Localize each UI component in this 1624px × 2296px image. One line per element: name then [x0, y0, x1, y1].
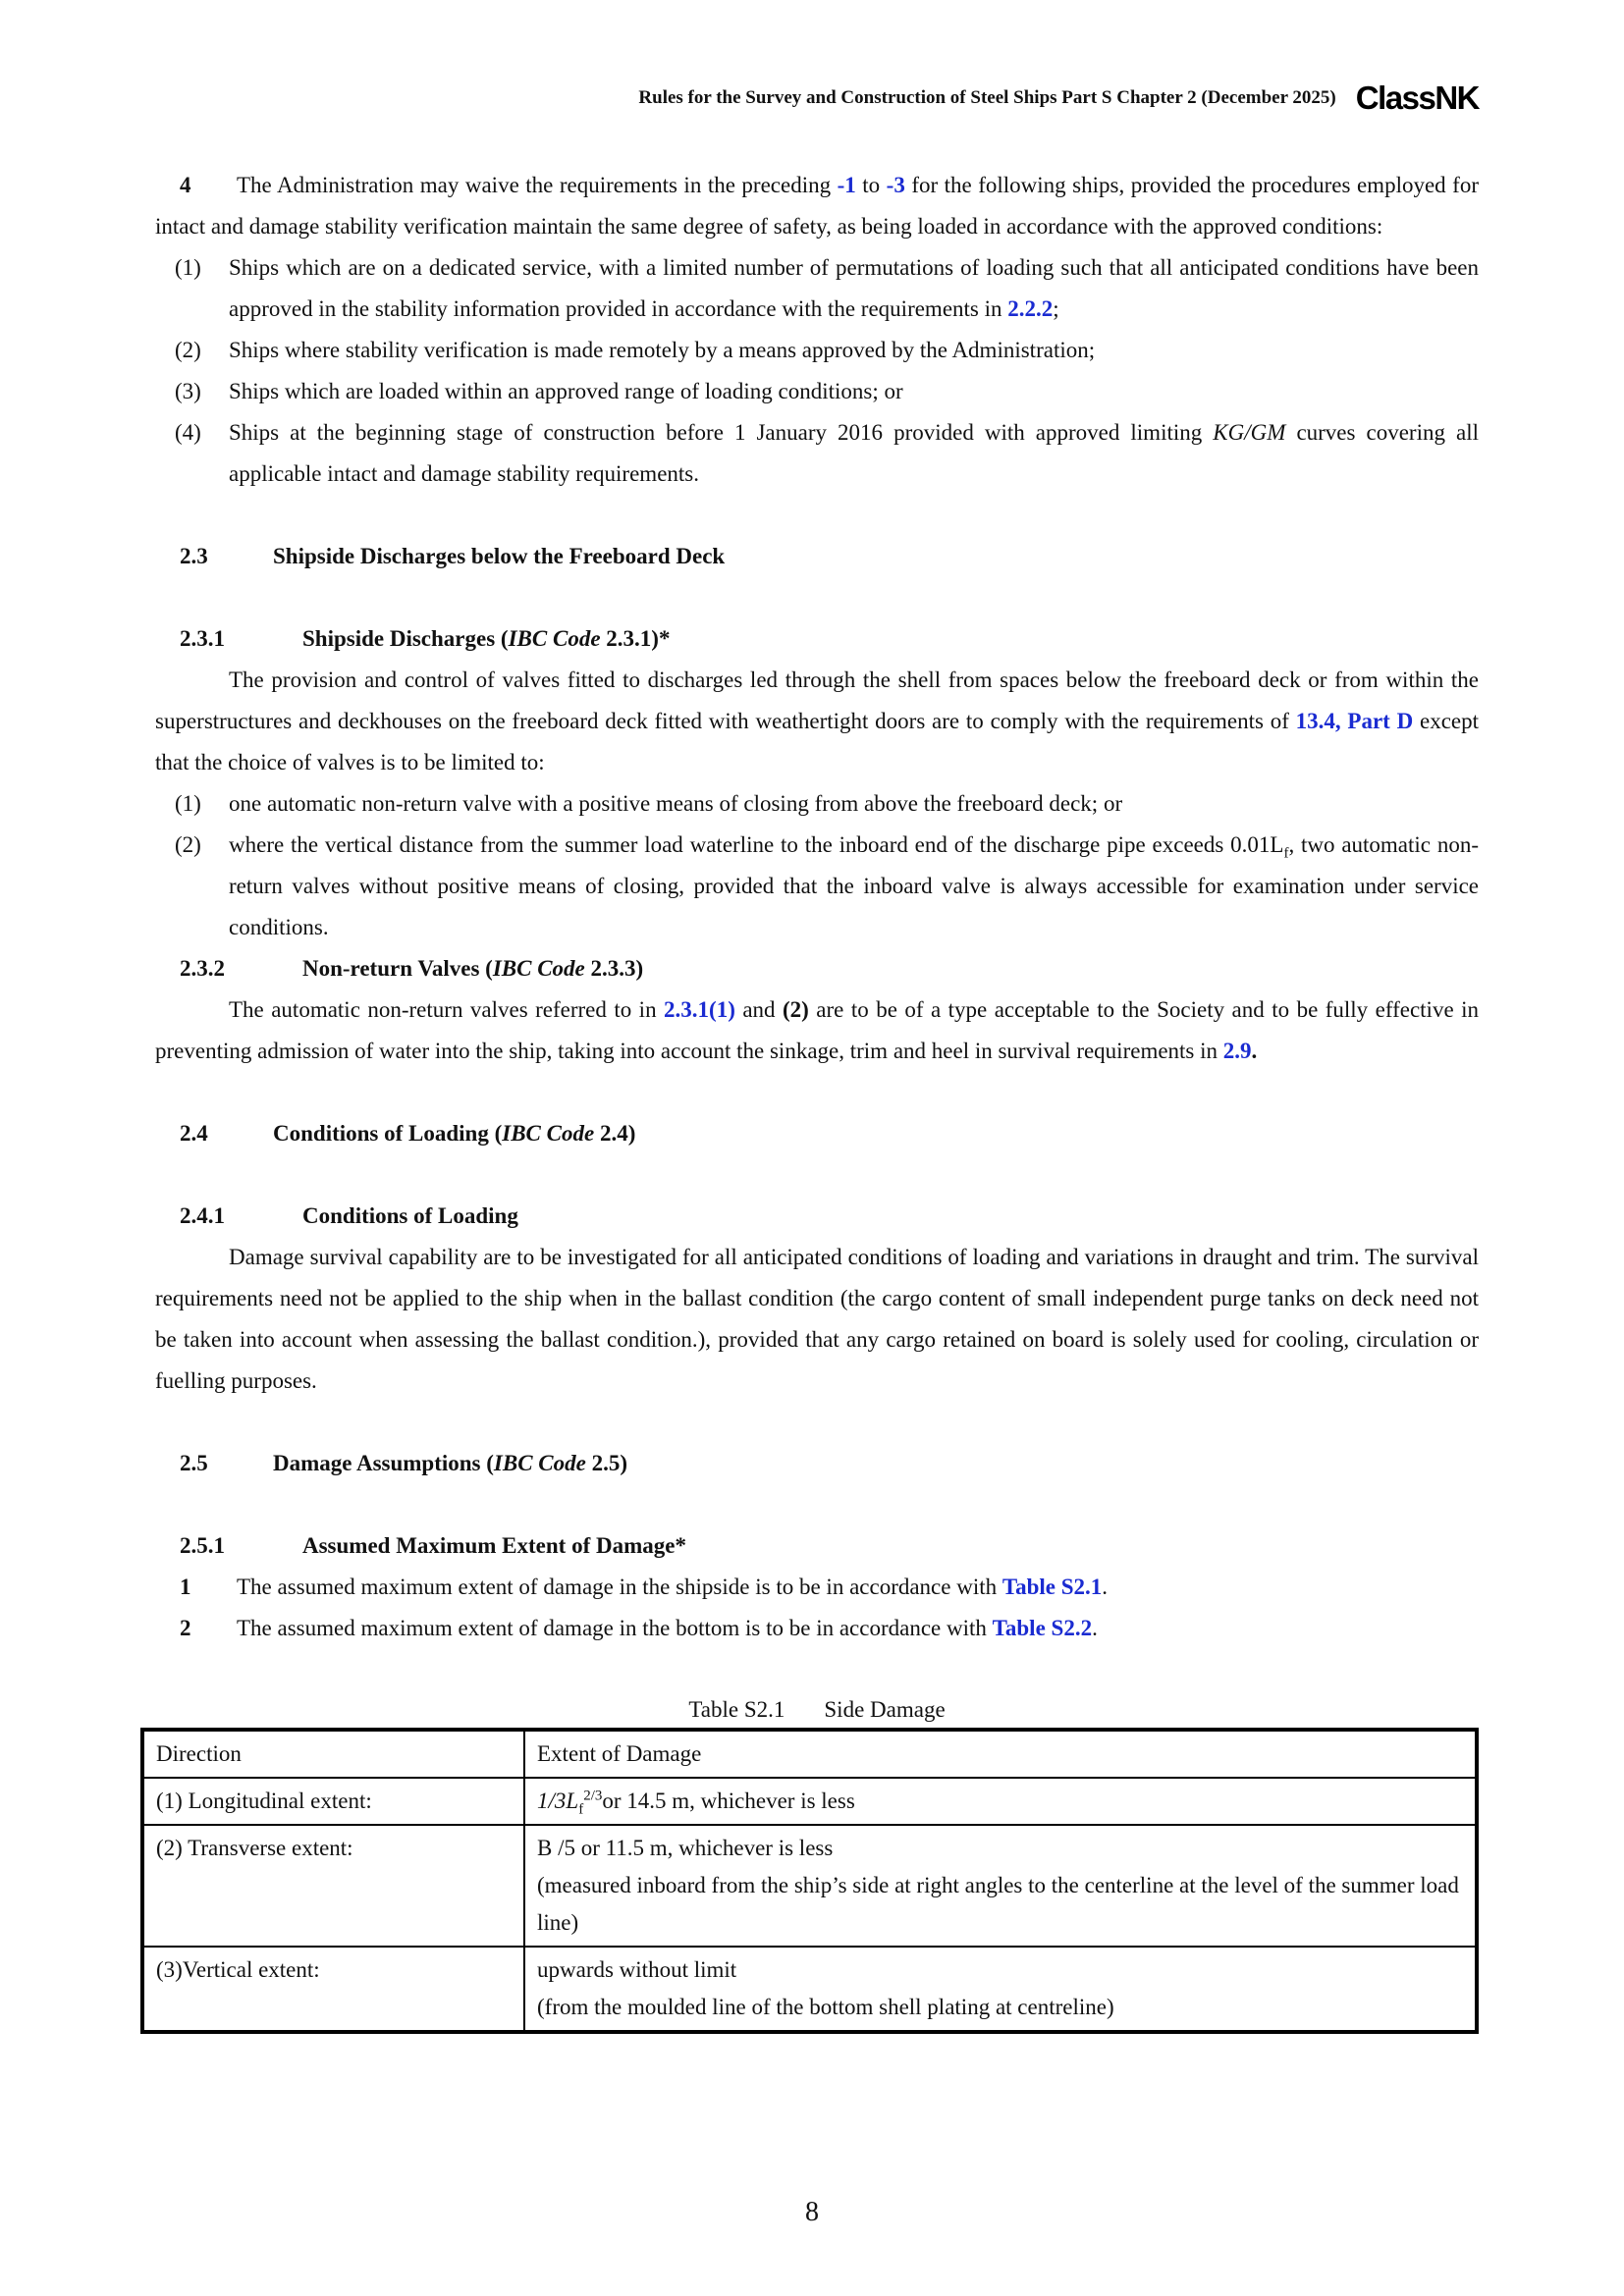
- para-text: except that the choice of valves is to be limited to:: [155, 709, 1480, 774]
- table-caption-number: Table S2.1: [688, 1697, 785, 1722]
- paragraph-number: 1: [180, 1575, 191, 1599]
- table-header-row: [142, 1730, 1477, 1778]
- list-text: [229, 247, 1479, 330]
- list-text-part: where the vertical distance from the summer load waterline to the inboard end of the discharge pipe exceeds: [229, 832, 1231, 857]
- cell-line: (measured inboard from the ship’s side at right angles to the centerline at the level of the summer load line): [537, 1873, 1459, 1935]
- list-number: (1): [175, 791, 201, 816]
- section-title: Conditions of Loading: [302, 1203, 518, 1228]
- ref-link-3[interactable]: -3: [886, 173, 905, 197]
- section-heading-2-4-1: [155, 1196, 1479, 1237]
- table-cell: (2) Transverse extent:: [142, 1825, 524, 1947]
- header-title: Rules for the Survey and Construction of Steel Ships Part S Chapter 2 (December 2025): [638, 87, 1336, 108]
- section-title: Non-return Valves (: [302, 956, 493, 981]
- section-number: 2.3: [180, 544, 208, 568]
- table-cell: [524, 1947, 1477, 2032]
- list-text-part: curves covering all applicable intact and damage stability requirements.: [229, 420, 1479, 486]
- section-number: 2.5: [180, 1451, 208, 1475]
- list-item: [155, 412, 1479, 495]
- table-header-cell: Extent of Damage: [524, 1730, 1477, 1778]
- table-row: [142, 1825, 1477, 1947]
- para-text: .: [1251, 1039, 1258, 1063]
- list-number: (1): [175, 255, 201, 280]
- classnk-logo: ClassNK: [1355, 80, 1479, 116]
- para-bold: (2): [783, 997, 809, 1022]
- table-row: [142, 1947, 1477, 2032]
- list-number: (3): [175, 379, 201, 403]
- math-superscript: 2/3: [583, 1788, 603, 1804]
- list-number: (4): [175, 420, 201, 445]
- list-text: Ships where stability verification is made remotely by a means approved by the Administration;: [229, 338, 1096, 362]
- section-number: 2.3.2: [180, 956, 225, 981]
- section-heading-2-5-1: [155, 1525, 1479, 1567]
- list-item: [155, 371, 1479, 412]
- section-title: 2.3.1)*: [600, 626, 671, 651]
- cell-line: upwards without limit: [537, 1957, 737, 1982]
- math-subscript: f: [1283, 845, 1289, 862]
- table-cell: [524, 1825, 1477, 1947]
- list-text-part: Ships at the beginning stage of construction before 1 January 2016 provided with approved limiting: [229, 420, 1214, 445]
- cell-line: B /5 or 11.5 m, whichever is less: [537, 1836, 834, 1860]
- para-text: The automatic non-return valves referred to in: [229, 997, 665, 1022]
- section-number: 2.4.1: [180, 1203, 225, 1228]
- section-title: 2.4): [594, 1121, 636, 1146]
- paragraph-number: 2: [180, 1616, 191, 1640]
- section-heading-2-3-2: [155, 948, 1479, 989]
- section-title: Shipside Discharges (: [302, 626, 509, 651]
- section-title: Conditions of Loading (: [273, 1121, 503, 1146]
- list-text: Ships which are loaded within an approved range of loading conditions; or: [229, 379, 903, 403]
- kg-gm-term: KG/GM: [1213, 420, 1286, 445]
- section-title-em: IBC Code: [502, 1121, 595, 1146]
- section-heading-2-5: [155, 1443, 1479, 1484]
- para-text: .: [1102, 1575, 1109, 1599]
- section-number: 2.4: [180, 1121, 208, 1146]
- section-title: 2.3.3): [584, 956, 644, 981]
- math-expression: 1/3L: [537, 1789, 579, 1813]
- list-text-part: , two automatic non-return valves without positive means of closing, provided that the inboard valve is always accessible for examination under service conditions.: [229, 832, 1479, 939]
- cell-line: (from the moulded line of the bottom shell plating at centreline): [537, 1995, 1114, 2019]
- paragraph-4: [155, 165, 1479, 247]
- list-text: one automatic non-return valve with a positive means of closing from above the freeboard deck; or: [229, 791, 1123, 816]
- paragraph-2-5-1-1: [155, 1567, 1479, 1608]
- para-text: for the following ships, provided the procedures employed for intact and damage stability verification maintain the same degree of safety, as being loaded in accordance with the approved conditions:: [155, 173, 1479, 239]
- section-title: Assumed Maximum Extent of Damage*: [302, 1533, 686, 1558]
- paragraph-2-4-1: Damage survival capability are to be investigated for all anticipated conditions of loading and variations in draught and trim. The survival requirements need not be applied to the ship when in the ballast condition (the cargo content of small independent purge tanks on deck need not be taken into account when assessing the ballast condition.), provided that any cargo retained on board is solely used for cooling, circulation or fuelling purposes.: [155, 1245, 1479, 1393]
- table-caption-title: Side Damage: [824, 1697, 946, 1722]
- ref-link-2-2-2[interactable]: 2.2.2: [1007, 296, 1054, 321]
- page-number: 8: [805, 2197, 819, 2227]
- list-text-part: ;: [1053, 296, 1059, 321]
- para-text: The assumed maximum extent of damage in the shipside is to be in accordance with: [237, 1575, 1002, 1599]
- page-header: [147, 77, 1479, 120]
- paragraph-2-3-2: [155, 989, 1479, 1072]
- section-title: Shipside Discharges below the Freeboard Deck: [273, 544, 726, 568]
- para-text: The Administration may waive the requirements in the preceding: [237, 173, 838, 197]
- math-expression: 0.01L: [1230, 832, 1284, 857]
- section-title: 2.5): [585, 1451, 628, 1475]
- ref-link-table-s2-2[interactable]: Table S2.2: [992, 1616, 1093, 1640]
- side-damage-table: [140, 1728, 1479, 2034]
- section-title-em: IBC Code: [493, 1451, 586, 1475]
- table-cell: (3)Vertical extent:: [142, 1947, 524, 2032]
- table-row: [142, 1778, 1477, 1825]
- ref-link-2-3-1-1[interactable]: 2.3.1(1): [664, 997, 735, 1022]
- section-number: 2.3.1: [180, 626, 225, 651]
- list-text: [229, 825, 1479, 948]
- ref-link-2-9[interactable]: 2.9: [1222, 1039, 1252, 1063]
- table-caption: [155, 1692, 1479, 1728]
- document-body: [155, 165, 1479, 2034]
- list-text-part: Ships which are on a dedicated service, with a limited number of permutations of loading such that all anticipated conditions have been approved in the stability information provided in accordance with the requirements in: [229, 255, 1479, 321]
- para-text: The assumed maximum extent of damage in the bottom is to be in accordance with: [237, 1616, 993, 1640]
- list-number: (2): [175, 832, 201, 857]
- list-item: [155, 783, 1479, 825]
- paragraph-2-3-1: [155, 660, 1479, 783]
- ref-link-table-s2-1[interactable]: Table S2.1: [1001, 1575, 1103, 1599]
- section-title-em: IBC Code: [508, 626, 601, 651]
- para-text: to: [855, 173, 887, 197]
- para-text: .: [1092, 1616, 1098, 1640]
- para-text: The provision and control of valves fitted to discharges led through the shell from spaces below the freeboard deck or from within the superstructures and deckhouses on the freeboard deck fitted with weathertight doors are to comply with the requirements of: [155, 667, 1479, 733]
- ref-link-13-4-part-d[interactable]: 13.4, Part D: [1295, 709, 1414, 733]
- section-heading-2-3: [155, 536, 1479, 577]
- list-item: [155, 825, 1479, 948]
- table-cell: [524, 1778, 1477, 1825]
- section-title-em: IBC Code: [492, 956, 585, 981]
- ref-link-1[interactable]: -1: [837, 173, 856, 197]
- table-cell: (1) Longitudinal extent:: [142, 1778, 524, 1825]
- list-text: [229, 412, 1479, 495]
- para-text: are to be of a type acceptable to the Society and to be fully effective in preventing admission of water into the ship, taking into account the sinkage, trim and heel in survival requirements in: [155, 997, 1479, 1063]
- section-number: 2.5.1: [180, 1533, 225, 1558]
- list-number: (2): [175, 338, 201, 362]
- section-title: Damage Assumptions (: [273, 1451, 494, 1475]
- paragraph-number: 4: [180, 173, 191, 197]
- section-heading-2-4: [155, 1113, 1479, 1154]
- para-text: and: [734, 997, 784, 1022]
- paragraph-2-5-1-2: [155, 1608, 1479, 1649]
- list-item: [155, 247, 1479, 330]
- list-item: [155, 330, 1479, 371]
- math-subscript: f: [578, 1801, 584, 1818]
- cell-text: or 14.5 m, whichever is less: [602, 1789, 855, 1813]
- table-header-cell: Direction: [142, 1730, 524, 1778]
- section-heading-2-3-1: [155, 618, 1479, 660]
